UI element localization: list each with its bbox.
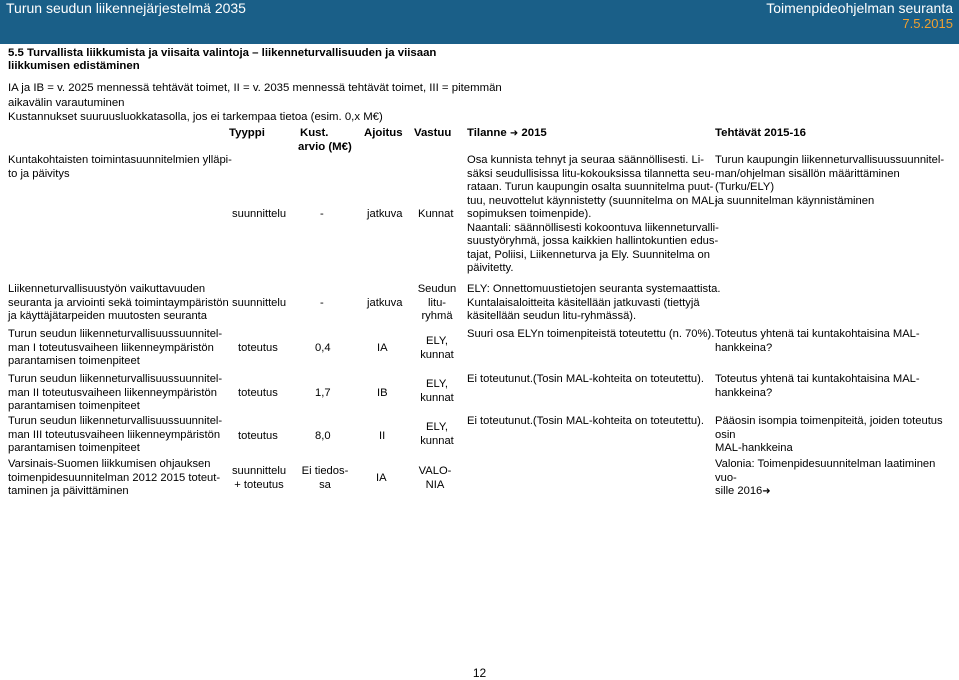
row-4-tilanne <box>467 373 704 387</box>
row-5-name-line: man III toteutusvaiheen liikenneympäristön <box>8 428 221 441</box>
row-1-tilanne-line: rataan. Turun kaupungin osalta suunnitelma puut- <box>467 181 714 193</box>
row-6-name <box>8 458 220 499</box>
row-3-tehtavat-line: hankkeina? <box>715 341 773 354</box>
row-1-tehtavat <box>715 154 959 208</box>
document-subtitle: Toimenpideohjelman seuranta <box>766 0 953 16</box>
row-5-tyyppi: toteutus <box>238 430 278 442</box>
row-3-name-line: parantamisen toimenpiteet <box>8 355 140 367</box>
row-3-tyyppi: toteutus <box>238 342 278 354</box>
row-3-tilanne-line: Suuri osa ELYn toimenpiteistä toteutettu (n. 70%). <box>467 328 715 340</box>
row-6-kust-line: Ei tiedos- <box>301 465 349 477</box>
row-3-tehtavat <box>715 328 920 355</box>
row-2-vastuu-line: litu- <box>427 296 447 309</box>
document-title: Turun seudun liikennejärjestelmä 2035 <box>6 0 246 16</box>
row-1-vastuu: Kunnat <box>418 208 454 220</box>
arrow-right-icon: ➜ <box>762 486 771 497</box>
row-4-tehtavat <box>715 373 920 400</box>
row-1-name-line: Kuntakohtaisten toimintasuunnitelmien ylläpi- <box>8 154 232 166</box>
row-6-tyyppi-line: + toteutus <box>234 478 284 491</box>
page-number: 12 <box>472 666 487 680</box>
col-ajoitus: Ajoitus <box>364 127 403 139</box>
row-3-ajoitus: IA <box>377 342 388 354</box>
row-6-tyyppi <box>226 465 292 492</box>
row-4-vastuu <box>412 378 462 405</box>
row-5-tilanne <box>467 415 704 429</box>
row-4-tyyppi: toteutus <box>238 387 278 399</box>
row-2-vastuu-line: Seudun <box>417 283 457 295</box>
row-1-tehtavat-line: ja suunnitelman käynnistäminen <box>715 194 875 207</box>
row-5-name-line: Turun seudun liikenneturvallisuussuunnitel- <box>8 415 223 427</box>
row-4-name-line: Turun seudun liikenneturvallisuussuunnitel- <box>8 373 223 385</box>
row-5-tehtavat <box>715 415 959 456</box>
row-3-tilanne <box>467 328 714 342</box>
row-6-vastuu-line: VALO- <box>418 465 452 477</box>
col-kust: Kust. <box>300 127 329 139</box>
row-5-tilanne-line: Ei toteutunut.(Tosin MAL-kohteita on toteutettu). <box>467 415 704 427</box>
row-5-tehtavat-line: MAL-hankkeina <box>715 442 793 454</box>
row-1-tilanne-line: tajat, Poliisi, Liikenneturva ja Ely. Suunnitelma on <box>467 248 710 261</box>
row-4-name-line: parantamisen toimenpiteet <box>8 400 140 412</box>
row-2-name-line: Liikenneturvallisuustyön vaikuttavuuden <box>8 283 206 295</box>
row-6-ajoitus: IA <box>376 472 387 484</box>
row-6-tehtavat-line <box>715 485 959 499</box>
row-4-kust: 1,7 <box>315 387 331 399</box>
col-tilanne-year: 2015 <box>521 127 547 139</box>
col-tehtavat: Tehtävät 2015-16 <box>715 127 806 139</box>
row-2-tilanne <box>467 283 721 324</box>
row-5-tehtavat-line: Pääosin isompia toimenpiteitä, joiden toteutus osin <box>715 415 943 441</box>
row-6-vastuu-line: NIA <box>425 478 445 491</box>
row-3-name <box>8 328 222 369</box>
row-5-name-line: parantamisen toimenpiteet <box>8 442 140 454</box>
row-3-kust: 0,4 <box>315 342 331 354</box>
row-5-name <box>8 415 222 456</box>
col-vastuu: Vastuu <box>414 127 452 139</box>
col-tyyppi: Tyyppi <box>229 127 265 139</box>
row-6-name-line: taminen ja päivittäminen <box>8 485 129 497</box>
row-1-name-line: to ja päivitys <box>8 167 70 180</box>
row-6-kust <box>295 465 355 492</box>
row-3-name-line: Turun seudun liikenneturvallisuussuunnitel- <box>8 328 223 340</box>
row-3-vastuu <box>412 335 462 362</box>
row-1-tehtavat-line: man/ohjelman sisällön määrittäminen (Turku/ELY) <box>715 167 900 193</box>
row-6-kust-line: sa <box>319 478 331 491</box>
row-6-tehtavat-line: Valonia: Toimenpidesuunnitelman laatiminen vuo- <box>715 458 936 484</box>
row-4-tehtavat-line: Toteutus yhtenä tai kuntakohtaisina MAL- <box>715 373 920 385</box>
col-tilanne <box>467 126 547 141</box>
row-4-vastuu-line: ELY, <box>426 378 448 390</box>
row-2-name-line: seuranta ja arviointi sekä toimintaympäristön <box>8 296 229 309</box>
row-3-name-line: man I toteutusvaiheen liikenneympäristön <box>8 341 214 354</box>
row-2-vastuu <box>412 283 462 324</box>
row-1-tehtavat-line: Turun kaupungin liikenneturvallisuussuunnitel- <box>715 154 945 166</box>
row-6-tehtavat <box>715 458 959 499</box>
row-2-tilanne-line: ELY: Onnettomuustietojen seuranta systemaattista. <box>467 283 721 295</box>
row-1-tilanne <box>467 154 719 276</box>
row-3-tehtavat-line: Toteutus yhtenä tai kuntakohtaisina MAL- <box>715 328 920 340</box>
row-5-ajoitus: II <box>379 430 386 442</box>
row-2-name-line: ja käyttäjätarpeiden muutosten seuranta <box>8 310 208 322</box>
section-note-3: Kustannukset suuruusluokkatasolla, jos ei tarkempaa tietoa (esim. 0,x M€) <box>8 111 383 123</box>
row-1-tilanne-line: sopimuksen toimenpide). <box>467 208 592 220</box>
row-4-vastuu-line: kunnat <box>420 391 454 404</box>
row-1-name <box>8 154 232 181</box>
row-5-vastuu-line: kunnat <box>420 434 454 447</box>
row-1-tilanne-line: tuu, neuvottelut käynnistetty (suunnitelma on MAL- <box>467 194 719 207</box>
section-title: 5.5 Turvallista liikkumista ja viisaita valintoja – liikenneturvallisuuden ja viisaan liikkumisen edistäminen <box>8 47 437 72</box>
row-1-ajoitus: jatkuva <box>367 208 403 220</box>
row-2-tyyppi: suunnittelu <box>232 297 287 309</box>
row-5-vastuu-line: ELY, <box>426 421 448 433</box>
col-kust-unit: arvio (M€) <box>298 141 352 153</box>
row-1-tilanne-line: päivitetty. <box>467 262 514 274</box>
row-6-tyyppi-line: suunnittelu <box>231 465 287 477</box>
row-4-tilanne-line: Ei toteutunut.(Tosin MAL-kohteita on toteutettu). <box>467 373 704 385</box>
row-2-tilanne-line: käsitellään seudun litu-ryhmässä). <box>467 310 637 322</box>
row-4-ajoitus: IB <box>377 387 388 399</box>
row-5-kust: 8,0 <box>315 430 331 442</box>
row-4-tehtavat-line: hankkeina? <box>715 386 773 399</box>
row-1-tilanne-line: suustyöryhmä, jossa kaikkien hallintokuntien edus- <box>467 235 719 247</box>
row-1-tilanne-line: Osa kunnista tehnyt ja seuraa säännöllisesti. Li- <box>467 154 704 166</box>
section-note-1: IA ja IB = v. 2025 mennessä tehtävät toimet, II = v. 2035 mennessä tehtävät toimet, III = pitemmän <box>8 82 502 94</box>
row-6-tehtavat-text: sille 2016 <box>715 485 763 497</box>
row-6-name-line: toimenpidesuunnitelman 2012 2015 toteut- <box>8 471 221 484</box>
page-header <box>0 0 959 44</box>
row-2-name <box>8 283 229 324</box>
row-6-vastuu <box>410 465 460 492</box>
row-1-tyyppi: suunnittelu <box>232 208 287 220</box>
row-2-tilanne-line: Kuntalaisaloitteita käsitellään jatkuvasti (tiettyjä <box>467 296 700 309</box>
row-2-ajoitus: jatkuva <box>367 297 403 309</box>
arrow-right-icon: ➜ <box>509 128 519 139</box>
row-1-kust: - <box>320 208 324 220</box>
section-note-2: aikavälin varautuminen <box>8 97 125 109</box>
row-2-kust: - <box>320 297 324 309</box>
col-tilanne-label: Tilanne <box>467 127 507 139</box>
row-3-vastuu-line: kunnat <box>420 348 454 361</box>
row-5-vastuu <box>412 421 462 448</box>
document-date: 7.5.2015 <box>902 16 953 31</box>
row-6-name-line: Varsinais-Suomen liikkumisen ohjauksen <box>8 458 211 470</box>
row-2-vastuu-line: ryhmä <box>421 310 453 322</box>
row-3-vastuu-line: ELY, <box>426 335 448 347</box>
row-1-tilanne-line: säksi seudullisissa litu-kokouksissa tilannetta seu- <box>467 167 715 180</box>
row-4-name-line: man II toteutusvaiheen liikenneympäristön <box>8 386 217 399</box>
row-4-name <box>8 373 222 414</box>
row-1-tilanne-line: Naantali: säännöllisesti kokoontuva liikenneturvalli- <box>467 221 719 234</box>
